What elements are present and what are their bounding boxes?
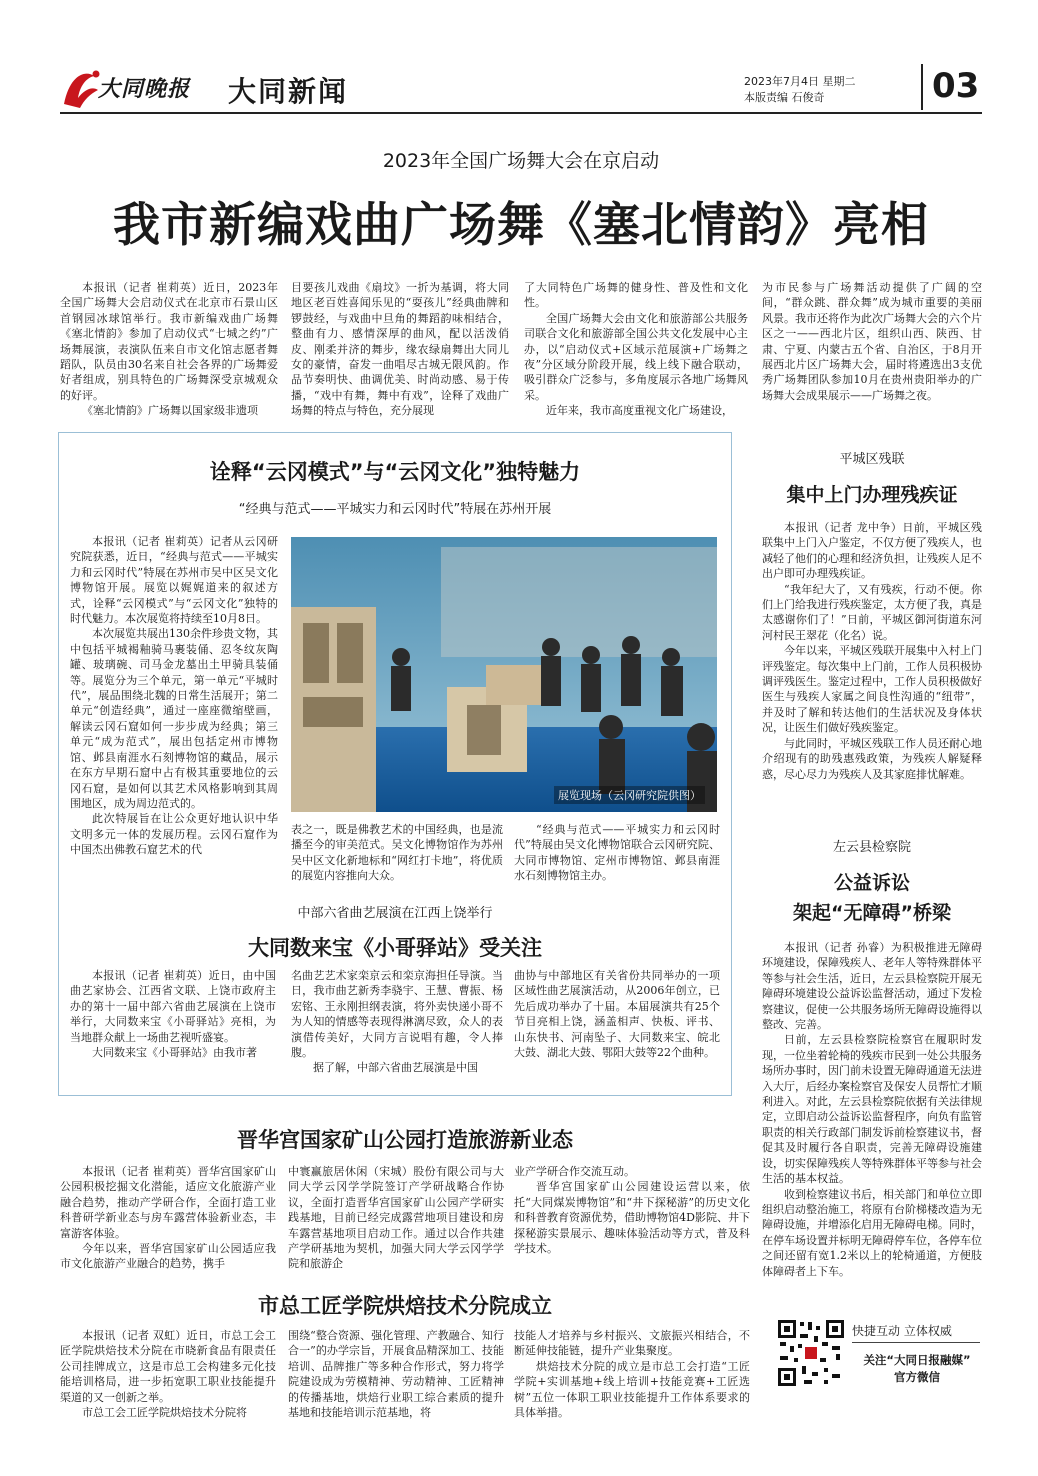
paragraph: 收到检察建议书后，相关部门和单位立即组织启动整治施工，将原有台阶梯楼改造为无障碍设施，并增添化启用无障碍电梯。同时，在停车场设置并标明无障碍停车位，各停车位之间还留有宽1.2米以上的轮椅通道，方便肢体障碍者上下车。 bbox=[762, 1187, 982, 1278]
jinhuagong-column-2 bbox=[288, 1164, 504, 1284]
xiaoge-column-3 bbox=[514, 968, 720, 1088]
yungang-column-1 bbox=[70, 534, 278, 882]
jiangren-column-2 bbox=[288, 1328, 504, 1428]
lead-headline: 我市新编戏曲广场舞《塞北情韵》亮相 bbox=[113, 198, 929, 253]
paragraph: 据了解，中部六省曲艺展演是中国 bbox=[313, 1061, 478, 1075]
paragraph: 技能人才培养与乡村振兴、文旅振兴相结合，不断延伸技能链，提升产业集聚度。 bbox=[514, 1329, 750, 1358]
yungang-column-3 bbox=[514, 822, 720, 884]
paragraph: 为市民参与广场舞活动提供了广阔的空间，“群众跳、群众舞”成为城市重要的美丽风景。我市还将作为此次广场舞大会的六个片区之一——西北片区，组织山西、陕西、甘肃、宁夏、内蒙古五个省、自治区，于8月开展西北片区广场舞大会，届时将遴选出3支优秀广场舞团队参加10月在贵州贵阳举办的广场舞大会成果展示——广场舞之夜。 bbox=[762, 281, 982, 402]
paragraph: 今年以来，晋华宫国家矿山公园适应我市文化旅游产业融合的趋势，携手 bbox=[60, 1242, 276, 1271]
paragraph: “我年纪大了，又有残疾，行动不便。你们上门给我进行残疾鉴定，太方便了我，真是太感谢你们了！”日前，平城区御河街道东河河村民王翠花（化名）说。 bbox=[762, 582, 982, 642]
jiangren-title: 市总工匠学院烘焙技术分院成立 bbox=[258, 1294, 552, 1318]
newspaper-logo bbox=[60, 64, 220, 114]
issue-info bbox=[744, 74, 856, 106]
qr-caption-line-1: 关注“大同日报融媒” bbox=[863, 1353, 971, 1367]
paragraph: 本报讯（记者 龙中争）日前，平城区残联集中上门入户鉴定，不仅方便了残疾人，也减轻了他们的心理和经济负担，让残疾人足不出户即可办理残疾证。 bbox=[762, 521, 982, 581]
paragraph: 本次展览共展出130余件珍贵文物，其中包括平城褐釉骑马裹装俑、忍冬纹灰陶罐、玻璃碗、司马金龙墓出土甲骑具装俑等。展览分为三个单元，第一单元“平城时代”，展品围绕北魏的日常生活展开；第二单元“创造经典”，通过一座座微缩壁画，解读云冈石窟如何一步步成为经典；第三单元“成为范式”，展出包括定州市博物馆、邺县南涯水石刻博物馆的藏品，展示在东方早期石窟中占有极其重要地位的云冈石窟，是如何以其艺术风格影响到其周围地区，成为周边范式的。 bbox=[70, 627, 278, 810]
paragraph: 全国广场舞大会由文化和旅游部公共服务司联合文化和旅游部全国公共文化发展中心主办，以“启动仪式+区域示范展演+广场舞之夜”分区域分阶段开展，线上线下融合联动，吸引群众广泛参与，多角度展示各地广场舞风采。 bbox=[524, 311, 748, 402]
paragraph: 了大同特色广场舞的健身性、普及性和文化性。 bbox=[524, 281, 748, 310]
xiaoge-column-2 bbox=[291, 968, 503, 1088]
exhibition-photo-art bbox=[291, 537, 717, 812]
jinhuagong-title: 晋华宫国家矿山公园打造旅游新业态 bbox=[237, 1128, 573, 1152]
page-editor: 本版责编 石俊奇 bbox=[744, 91, 825, 104]
zuoyun-title-line-2: 架起“无障碍”桥梁 bbox=[793, 902, 951, 924]
paragraph: 表之一，既是佛教艺术的中国经典，也是流播至今的审美范式。吴文化博物馆作为苏州吴中区文化新地标和“网红打卡地”，将优质的展览内容推向大众。 bbox=[291, 823, 503, 883]
header-divider bbox=[921, 64, 923, 110]
paragraph: 本报讯（记者 崔莉英）晋华宫国家矿山公园积极挖掘文化潜能，适应文化旅游产业融合趋势，推动产学研合作，全面打造工业科普研学新业态与房车露营体验新业态，丰富游客体验。 bbox=[60, 1165, 276, 1240]
page-number: 03 bbox=[932, 66, 980, 106]
section-title: 大同新闻 bbox=[228, 75, 349, 108]
paragraph: 此次特展旨在让公众更好地认识中华文明多元一体的发展历程。云冈石窟作为中国杰出佛教石窟艺术的代 bbox=[70, 812, 278, 857]
paragraph: 围绕“整合资源、强化管理、产教融合、知行合一”的办学宗旨，开展食品精深加工、技能培训、品牌推广等多种合作形式，努力将学院建设成为劳模精神、劳动精神、工匠精神的传播基地，烘焙行业职工综合素质的提升基地和技能培训示范基地，将 bbox=[288, 1329, 504, 1420]
yungang-title: 诠释“云冈模式”与“云冈文化”独特魅力 bbox=[209, 460, 581, 484]
xiaoge-kicker: 中部六省曲艺展演在江西上饶举行 bbox=[297, 906, 493, 921]
exhibition-photo bbox=[291, 537, 717, 812]
paragraph: 《塞北情韵》广场舞以国家级非遗项 bbox=[82, 404, 258, 418]
pingcheng-title: 集中上门办理残疾证 bbox=[786, 484, 958, 506]
qr-code-icon bbox=[776, 1318, 846, 1388]
paragraph: 大同数来宝《小哥驿站》由我市著 bbox=[92, 1046, 257, 1060]
header-rule bbox=[60, 112, 982, 114]
photo-caption: 展览现场（云冈研究院供图） bbox=[554, 786, 705, 804]
issue-date: 2023年7月4日 星期二 bbox=[744, 75, 856, 88]
qr-caption-line-2: 官方微信 bbox=[894, 1370, 940, 1384]
paragraph: 目要孩儿戏曲《扇坟》一折为基调，将大同地区老百姓喜闻乐见的“耍孩儿”经典曲牌和锣鼓经，与戏曲中旦角的舞蹈韵味相结合，整曲有力、感情深厚的曲风，配以活泼俏皮、刚柔并济的舞步，缘农绿扇舞出大同儿女的豪情，奋发一曲唱尽古城无限风韵。作品节奏明快、曲调优美、时尚动感、易于传播，“戏中有舞，舞中有戏”，诠释了戏曲广场舞的特点与特色，充分展现 bbox=[291, 281, 509, 418]
paragraph: 烘焙技术分院的成立是市总工会打造“工匠学院+实训基地+线上培训+技能竞赛+工匠选树”五位一体职工职业技能提升工作体系要求的具体举措。 bbox=[514, 1359, 750, 1420]
paragraph: 本报讯（记者 崔莉英）近日，2023年全国广场舞大会启动仪式在北京市石景山区首钢园冰球馆举行。我市新编戏曲广场舞《塞北情韵》参加了启动仪式“七城之约”广场舞展演，表演队伍来自市文化馆志愿者舞蹈队，队员由30名来自社会各界的广场舞爱好者组成，别具特色的广场舞深受京城观众的好评。 bbox=[60, 281, 278, 402]
pingcheng-body bbox=[762, 520, 982, 826]
zuoyun-body bbox=[762, 940, 982, 1304]
zuoyun-kicker: 左云县检察院 bbox=[832, 840, 911, 855]
paragraph: 市总工会工匠学院烘焙技术分院将 bbox=[82, 1406, 247, 1420]
jinhuagong-column-1 bbox=[60, 1164, 276, 1284]
paragraph: “经典与范式——平城实力和云冈时代”特展由吴文化博物馆联合云冈研究院、大同市博物馆、定州市博物馆、邺县南涯水石刻博物馆主办。 bbox=[514, 823, 720, 883]
paragraph: 曲协与中部地区有关省份共同举办的一项区域性曲艺展演活动，从2006年创立，已先后成功举办了十届。本届展演共有25个节目亮相上饶，涵盖相声、快板、评书、山东快书、河南坠子、大同数来宝、皖北大鼓、湖北大鼓、鄂阳大鼓等22个曲种。 bbox=[514, 969, 720, 1060]
paragraph: 业产学研合作交流互动。 bbox=[514, 1165, 635, 1178]
paragraph: 本报讯（记者 崔莉英）记者从云冈研究院获悉，近日，“经典与范式——平城实力和云冈时代”特展在苏州市吴中区吴文化博物馆开展。展览以娓娓道来的叙述方式，诠释“云冈模式”与“云冈文化”独特的时代魅力。本次展览将持续至10月8日。 bbox=[70, 535, 278, 626]
paragraph: 近年来，我市高度重视文化广场建设， bbox=[546, 404, 733, 418]
lead-column-4 bbox=[762, 280, 982, 415]
qr-code[interactable] bbox=[776, 1318, 846, 1388]
lead-column-1 bbox=[60, 280, 278, 428]
lead-kicker: 2023年全国广场舞大会在京启动 bbox=[382, 150, 660, 172]
logo-text: 大同晚报 bbox=[98, 76, 191, 102]
zuoyun-title-line-1: 公益诉讼 bbox=[833, 872, 910, 894]
lead-column-2 bbox=[291, 280, 509, 428]
qr-divider bbox=[852, 1342, 980, 1343]
qr-side-label: 快捷互动 立体权威 bbox=[852, 1324, 952, 1338]
yungang-column-2 bbox=[291, 822, 503, 884]
lead-column-3 bbox=[524, 280, 748, 428]
xiaoge-column-1 bbox=[70, 968, 276, 1088]
paragraph: 名曲艺艺术家栾京云和栾京海担任导演。当日，我市曲艺新秀李骁宇、王慧、曹振、杨宏铭、王永刚担纲表演，将外卖快递小哥不为人知的情感等表现得淋漓尽致，众人的表演借传美好，大同方言说唱有趣，令人捧腹。 bbox=[291, 969, 503, 1060]
paragraph: 今年以来，平城区残联开展集中入村上门评残鉴定。每次集中上门前，工作人员积极协调评残医生。鉴定过程中，工作人员积极做好医生与残疾人家属之间良性沟通的“纽带”，并及时了解和转达他们的生活状况及身体状况，让医生们做好残疾鉴定。 bbox=[762, 644, 982, 735]
paragraph: 中寰赢旅居休闲（宋城）股份有限公司与大同大学云冈学学院签订产学研战略合作协议，全面打造晋华宫国家矿山公园产学研实践基地，目前已经完成露营地项目建设和房车露营基地项目启动工作。通过以合作共建产学研基地为契机，加强大同大学云冈学学院和旅游企 bbox=[288, 1165, 504, 1271]
jinhuagong-column-3 bbox=[514, 1164, 750, 1284]
paragraph: 本报讯（记者 孙睿）为积极推进无障碍环境建设，保障残疾人、老年人等特殊群体平等参与社会生活，近日，左云县检察院开展无障碍环境建设公益诉讼监督活动，通过下发检察建议，促使一公共服务场所无障碍设施得以整改、完善。 bbox=[762, 941, 982, 1032]
yungang-subtitle: “经典与范式——平城实力和云冈时代”特展在苏州开展 bbox=[238, 502, 552, 517]
qr-caption bbox=[852, 1352, 982, 1386]
paragraph: 日前，左云县检察院检察官在履职时发现，一位坐着轮椅的残疾市民到一处公共服务场所办事时，因门前未设置无障碍通道无法进入大厅，后经办案检察官及保安人员帮忙才顺利进入。对此，左云县检察院依据有关法律规定，立即启动公益诉讼监督程序，向负有监管职责的相关行政部门制发诉前检察建议书，督促其及时履行各自职责，完善无障碍设施建设，切实保障残疾人等特殊群体平等参与社会生活的基本权益。 bbox=[762, 1033, 982, 1186]
paragraph: 本报讯（记者 崔莉英）近日，由中国曲艺家协会、江西省文联、上饶市政府主办的第十一届中部六省曲艺展演在上饶市举行，大同数来宝《小哥驿站》亮相，为当地群众献上一场曲艺视听盛宴。 bbox=[70, 969, 276, 1044]
pingcheng-kicker: 平城区残联 bbox=[839, 452, 905, 467]
paragraph: 本报讯（记者 双虹）近日，市总工会工匠学院烘焙技术分院在市晓新食品有限责任公司挂牌成立，这是市总工会构建多元化技能培训格局，进一步拓宽职工职业技能提升渠道的又一创新之举。 bbox=[60, 1329, 276, 1404]
paragraph: 晋华宫国家矿山公园建设运营以来，依托“大同煤炭博物馆”和“井下探秘游”的历史文化和科普教育资源优势，借助博物馆4D影院、井下探秘游实景展示、趣味体验活动等方式，普及科学技术。 bbox=[514, 1180, 750, 1256]
jiangren-column-1 bbox=[60, 1328, 276, 1428]
xiaoge-title: 大同数来宝《小哥驿站》受关注 bbox=[248, 936, 542, 960]
paragraph: 与此同时，平城区残联工作人员还耐心地介绍现有的助残惠残政策，为残疾人解疑释惑，尽心尽力为残疾人及其家庭排忧解难。 bbox=[762, 736, 982, 781]
jiangren-column-3 bbox=[514, 1328, 750, 1428]
